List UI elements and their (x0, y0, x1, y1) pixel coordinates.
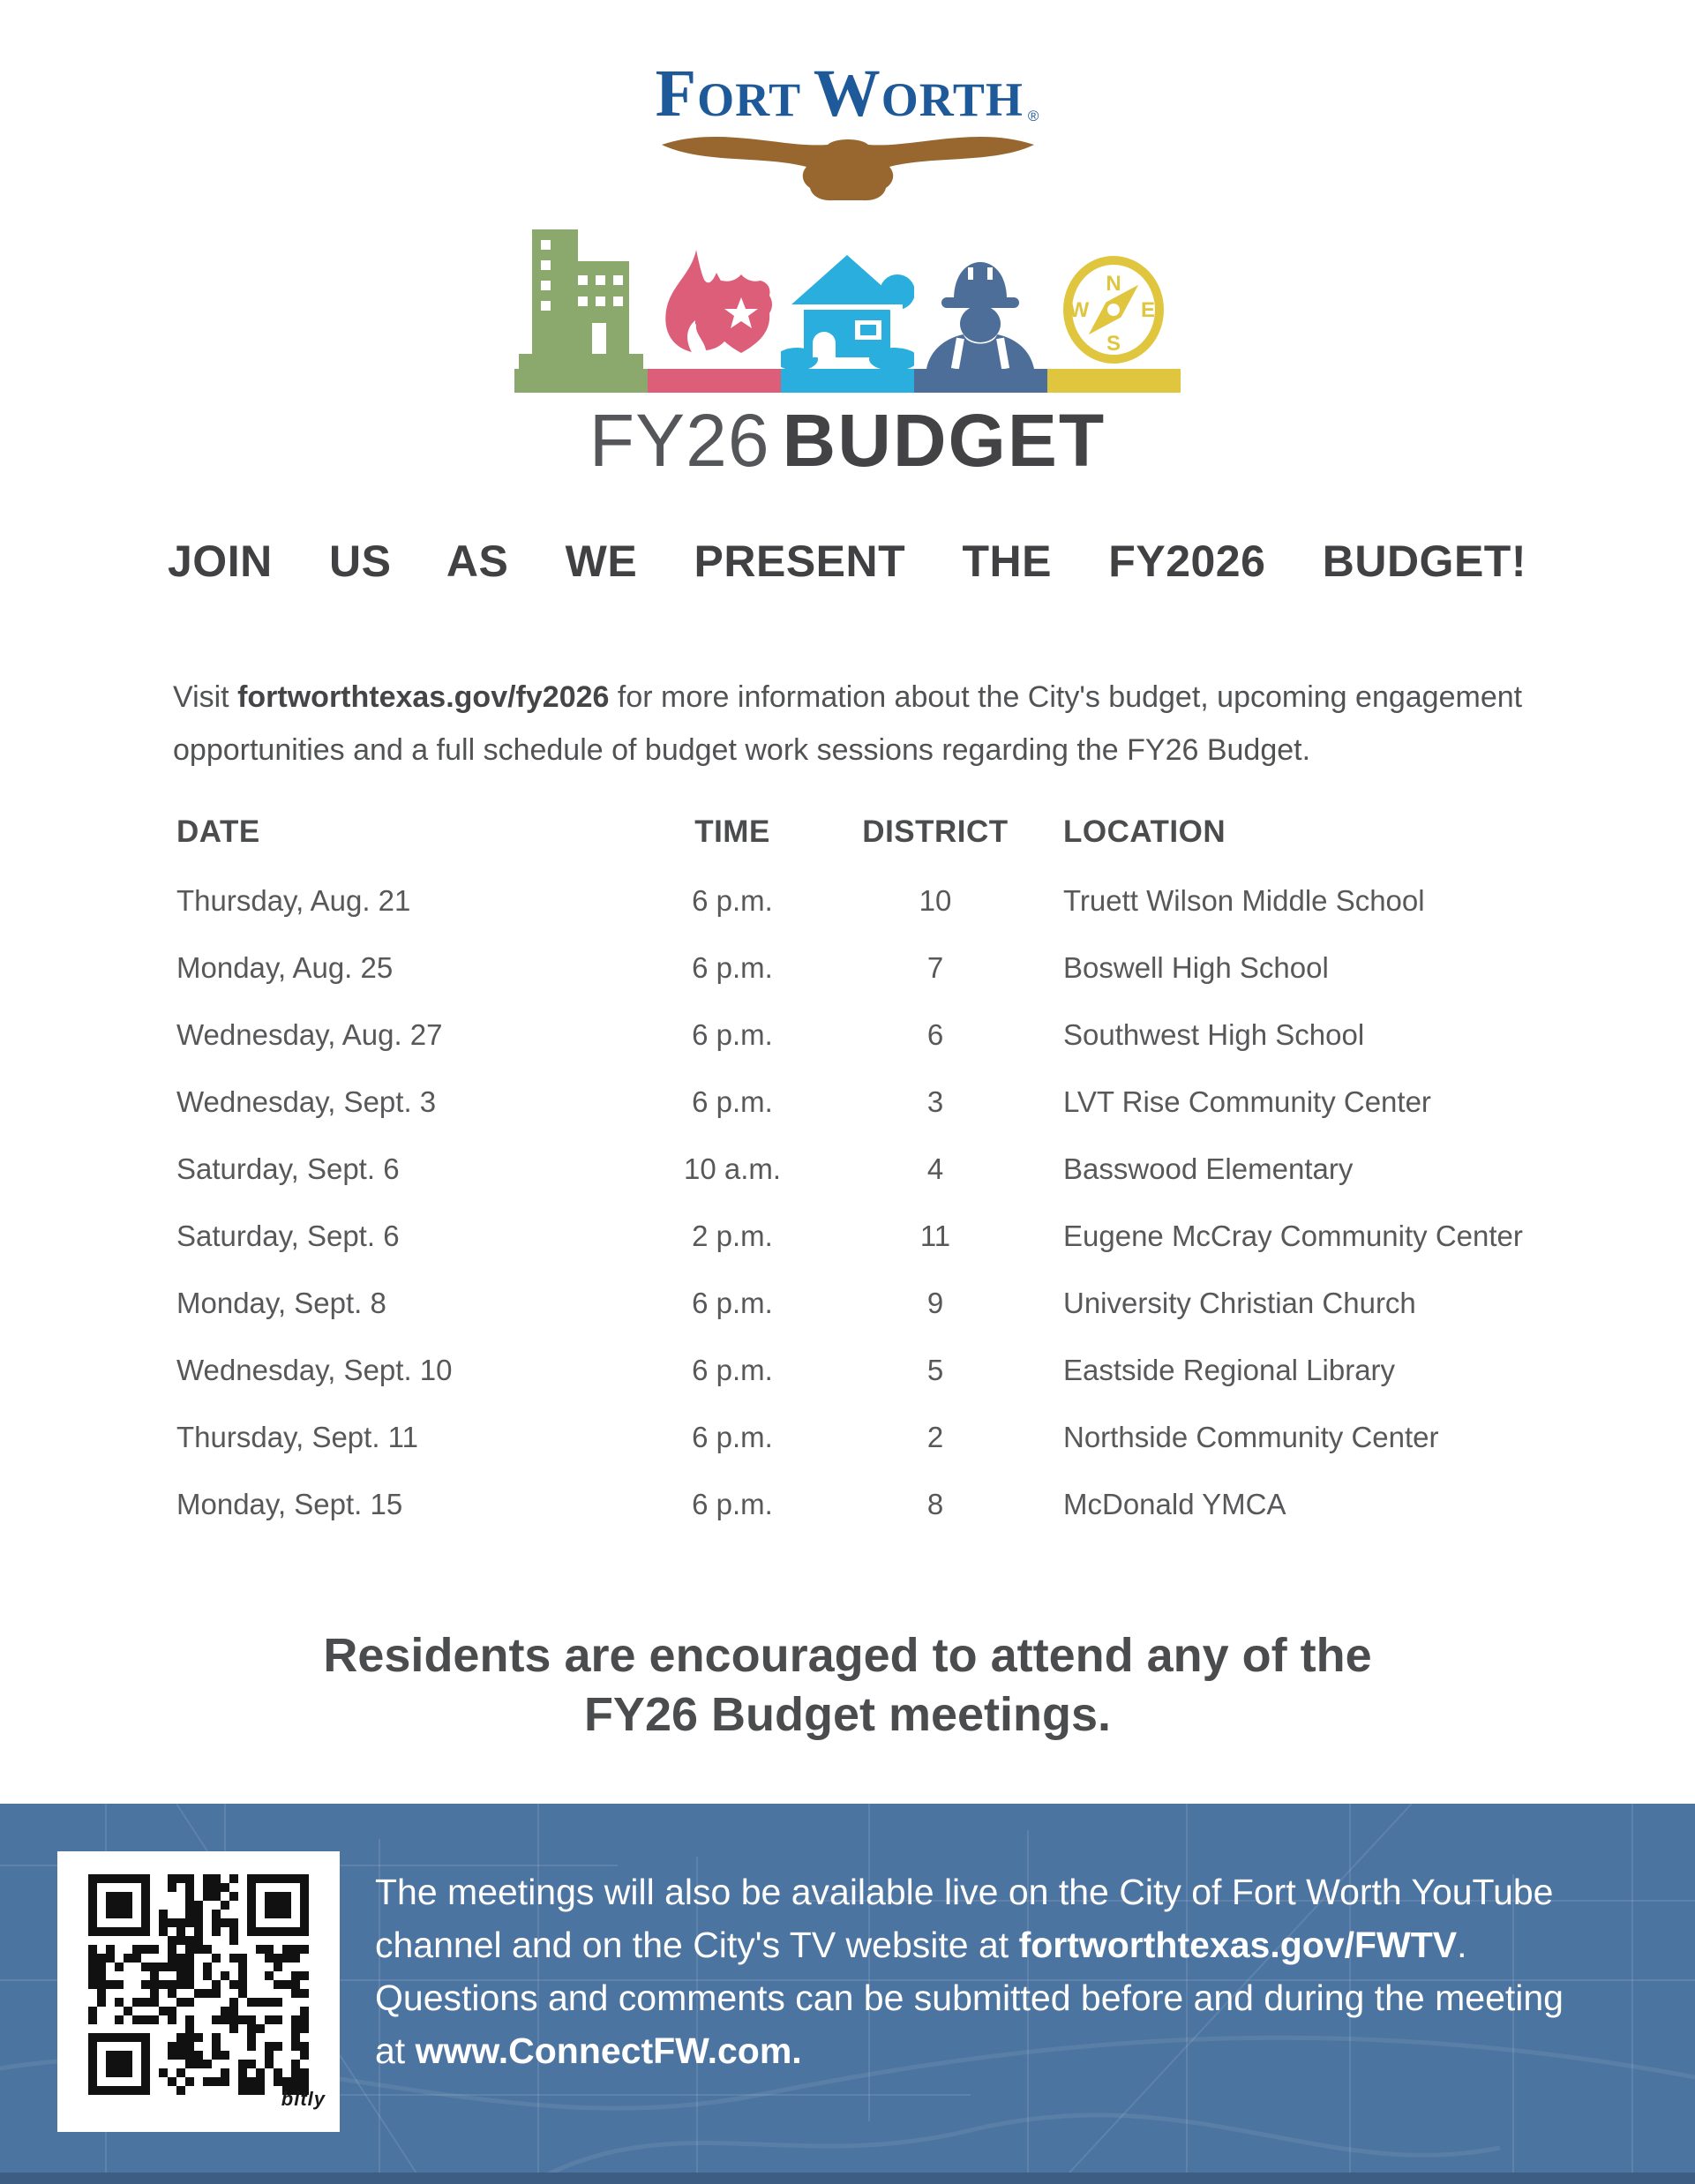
cell-time: 6 p.m. (692, 1084, 773, 1118)
cell-location: LVT Rise Community Center (1063, 1084, 1431, 1118)
table-row (176, 1471, 1597, 1538)
registered-mark: ® (1027, 108, 1040, 124)
cell-date: Saturday, Sept. 6 (176, 1152, 400, 1185)
svg-text:N: N (1106, 272, 1121, 296)
table-row (176, 1404, 1597, 1471)
cell-district: 8 (926, 1487, 944, 1520)
cell-district: 3 (926, 1084, 944, 1118)
meetings-table-header (176, 797, 1597, 867)
qr-provider-label: bitly (281, 2088, 326, 2110)
table-row (176, 1002, 1597, 1069)
logo-letter: F (655, 56, 698, 131)
fire-and-police-badge-icon (648, 250, 781, 369)
footer-text-part: . Questions and comments can be submitted before and during the meeting at (375, 1925, 1564, 2071)
cell-location: University Christian Church (1063, 1286, 1416, 1319)
cell-district: 11 (919, 1219, 951, 1252)
footer-bottom-strip (0, 2173, 1695, 2184)
svg-text:S: S (1106, 332, 1121, 356)
footer-text-part: The meetings will also be available live on the City of Fort Worth YouTube channel and on the City's TV website at (375, 1872, 1554, 1965)
program-title-fy: FY26 (589, 399, 770, 482)
cell-district: 9 (926, 1286, 944, 1319)
banner-tile-neighborhood (781, 250, 914, 393)
construction-worker-icon (914, 250, 1047, 369)
cell-district: 5 (926, 1353, 944, 1386)
cell-date: Wednesday, Aug. 27 (176, 1017, 443, 1051)
table-row (176, 1069, 1597, 1136)
band-bar-blue (914, 369, 1047, 393)
cell-date: Monday, Aug. 25 (176, 950, 394, 984)
header-time: TIME (694, 814, 770, 849)
cell-date: Monday, Sept. 8 (176, 1286, 386, 1319)
cell-time: 6 p.m. (692, 1286, 773, 1319)
city-buildings-icon (514, 229, 648, 369)
footer-text (375, 1865, 1601, 2132)
longhorn-steer-icon (658, 118, 1038, 203)
intro-text: for more information about the City's budget, upcoming engagement opportunities and a full schedule of budget work sessions regarding the FY26 Budget. (173, 680, 1523, 768)
closing-statement: Residents are encouraged to attend any of the FY26 Budget meetings. (323, 1628, 1372, 1741)
fwtv-url-link[interactable]: fortworthtexas.gov/FWTV (1018, 1925, 1458, 1965)
cell-time: 6 p.m. (692, 1017, 773, 1051)
band-bar-pink (648, 369, 781, 393)
footer-banner (0, 1804, 1695, 2184)
cell-date: Monday, Sept. 15 (176, 1487, 403, 1520)
meetings-table-body (176, 867, 1597, 1538)
footer-content (0, 1804, 1695, 2132)
cell-date: Wednesday, Sept. 10 (176, 1353, 453, 1386)
table-row (176, 1337, 1597, 1404)
table-row (176, 934, 1597, 1002)
banner-tile-worker (914, 250, 1047, 393)
cell-date: Thursday, Sept. 11 (176, 1420, 418, 1453)
cell-district: 10 (919, 883, 952, 917)
cell-district: 6 (926, 1017, 944, 1051)
banner-tile-safety (648, 250, 781, 393)
cell-location: Truett Wilson Middle School (1063, 883, 1425, 917)
cell-location: Eastside Regional Library (1063, 1353, 1396, 1386)
table-row (176, 1203, 1597, 1270)
cell-date: Wednesday, Sept. 3 (176, 1084, 437, 1118)
program-title-budget: BUDGET (782, 399, 1106, 482)
cell-date: Saturday, Sept. 6 (176, 1219, 400, 1252)
meetings-table (176, 797, 1597, 1538)
svg-text:E: E (1140, 298, 1156, 322)
banner-tile-city (514, 229, 648, 393)
cell-time: 6 p.m. (692, 883, 773, 917)
header-location: LOCATION (1063, 814, 1226, 849)
fort-worth-logo-text (0, 56, 1695, 131)
logo-letter: W (813, 56, 881, 131)
house-and-trees-icon (781, 250, 914, 369)
table-row (176, 1136, 1597, 1203)
cell-district: 4 (926, 1152, 944, 1185)
cell-location: Southwest High School (1063, 1017, 1365, 1051)
cell-location: Basswood Elementary (1063, 1152, 1354, 1185)
band-bar-yellow (1047, 369, 1181, 393)
program-title (0, 399, 1695, 482)
table-row (176, 867, 1597, 934)
fort-worth-logo (0, 0, 1695, 203)
qr-code-panel (57, 1851, 340, 2132)
header-district: DISTRICT (862, 814, 1009, 849)
services-icon-banner (514, 229, 1181, 393)
cell-time: 6 p.m. (692, 950, 773, 984)
logo-letters: ORTH (881, 73, 1024, 126)
cell-district: 7 (926, 950, 944, 984)
cell-date: Thursday, Aug. 21 (176, 883, 411, 917)
svg-text:W: W (1069, 298, 1090, 322)
intro-paragraph (173, 672, 1598, 777)
cell-time: 6 p.m. (692, 1353, 773, 1386)
band-bar-green (514, 369, 648, 393)
cell-district: 2 (926, 1420, 944, 1453)
headline: JOIN US AS WE PRESENT THE FY2026 BUDGET! (168, 537, 1526, 587)
logo-letters: ORT (697, 73, 814, 126)
table-row (176, 1270, 1597, 1337)
cell-location: Boswell High School (1063, 950, 1329, 984)
connectfw-url-link[interactable]: www.ConnectFW.com. (415, 2030, 802, 2071)
cell-time: 2 p.m. (692, 1219, 773, 1252)
cell-location: Northside Community Center (1063, 1420, 1439, 1453)
header-date: DATE (176, 814, 260, 849)
cell-time: 6 p.m. (692, 1420, 773, 1453)
cell-location: Eugene McCray Community Center (1063, 1219, 1523, 1252)
cell-location: McDonald YMCA (1063, 1487, 1286, 1520)
cell-time: 10 a.m. (683, 1152, 782, 1185)
budget-url-link[interactable]: fortworthtexas.gov/fy2026 (237, 680, 610, 715)
compass-icon (1047, 251, 1181, 369)
band-bar-cyan (781, 369, 914, 393)
intro-text: Visit (173, 680, 238, 715)
cell-time: 6 p.m. (692, 1487, 773, 1520)
banner-tile-compass (1047, 251, 1181, 393)
qr-code (88, 1874, 309, 2099)
